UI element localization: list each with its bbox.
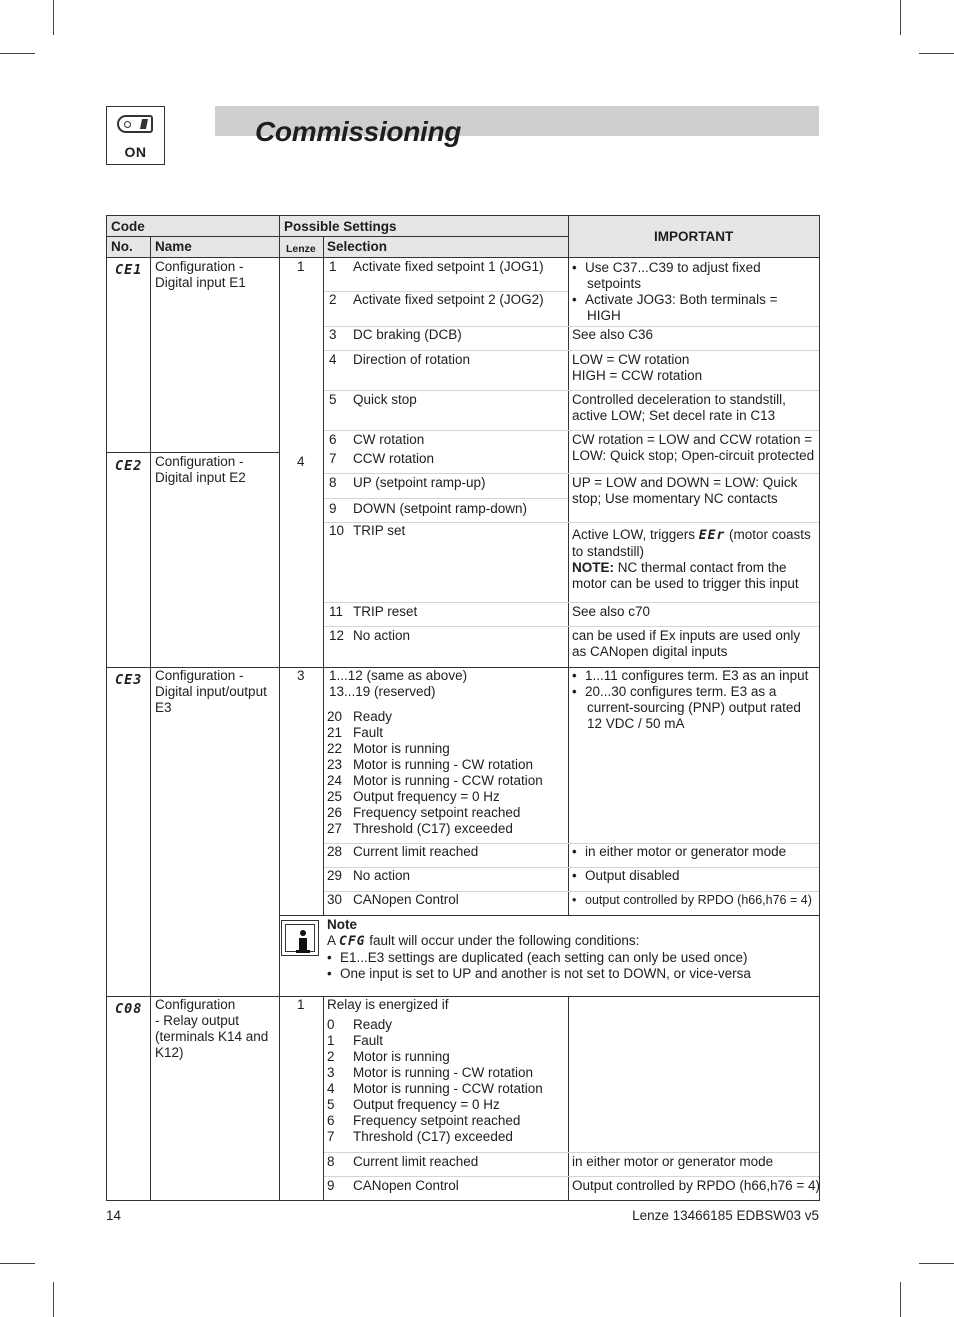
selection-item: 3 DC braking (DCB) [329,327,462,342]
crop-mark [0,53,35,54]
col-divider [323,237,324,915]
important-trip-reset: See also c70 [572,604,651,619]
list-item: 26 Frequency setpoint reached [327,805,521,820]
default-ce1: 1 [297,259,305,274]
code-ce3: CE3 [115,672,143,688]
important-jog: • Use C37...C39 to adjust fixed setpoints • Activate JOG3: Both terminals = HIGH [572,260,777,324]
selection-ce3-range: 1...12 (same as above) 13...19 (reserved) [329,668,468,699]
selection-item: 1 Activate fixed setpoint 1 (JOG1) [329,259,544,274]
section-divider [279,915,819,916]
default-c08: 1 [297,997,305,1012]
crop-mark [53,1282,54,1317]
selection-item: 28 Current limit reached [327,844,479,859]
selection-ce3-outputs [327,709,543,837]
list-item: 1 Fault [327,1033,384,1048]
row-divider [324,350,819,351]
important-direction: LOW = CW rotation HIGH = CCW rotation [572,352,703,383]
page-number: 14 [106,1208,122,1223]
important-ce3-29: • Output disabled [572,868,680,884]
list-item: 20 Ready [327,709,393,724]
selection-item: 12 No action [329,628,411,643]
crop-mark [919,53,954,54]
selection-item: 30 CANopen Control [327,892,459,907]
important-cw-ccw: CW rotation = LOW and CCW rotation = LOW: Quick stop; Open-circuit protected [572,432,815,463]
row-divider [324,390,819,391]
power-switch-icon [106,106,165,165]
selection-item: 4 Direction of rotation [329,352,471,367]
list-item: 24 Motor is running - CCW rotation [327,773,543,788]
list-item: 6 Frequency setpoint reached [327,1113,521,1128]
default-ce3: 3 [297,668,305,683]
selection-item: 7 CCW rotation [329,451,435,466]
list-item: 3 Motor is running - CW rotation [327,1065,534,1080]
name-ce3: Configuration - Digital input/output E3 [155,668,267,715]
selection-c08-heading: Relay is energized if [327,997,449,1012]
crop-mark [0,1263,35,1264]
name-ce1-line2: Digital input E1 [155,275,246,290]
selection-item: 5 Quick stop [329,392,417,407]
list-item: 4 Motor is running - CCW rotation [327,1081,543,1096]
col-divider [279,216,280,1200]
code-ce2: CE2 [115,458,143,474]
section-divider [107,452,279,453]
selection-item: 10 TRIP set [329,523,406,538]
important-ce3: • 1...11 configures term. E3 as an input • 20...30 configures term. E3 as a current-sourcing (PNP) output rated 12 VDC / 50 mA [572,668,808,732]
list-item: 0 Ready [327,1017,393,1032]
important-trip-set: Active LOW, triggers EEr (motor coasts to standstill) NOTE: NC thermal contact from the motor can be used to trigger this input [572,527,811,591]
header-name: Name [155,239,192,254]
selection-item: 11 TRIP reset [329,604,418,619]
col-divider [150,237,151,1200]
important-ce3-28: • in either motor or generator mode [572,844,786,860]
list-item: 22 Motor is running [327,741,450,756]
important-c08-9: Output controlled by RPDO (h66,h76 = 4) [572,1178,821,1193]
header-selection: Selection [327,239,388,254]
header-lenze: Lenze [286,243,316,255]
code-ce1: CE1 [115,262,143,278]
row-divider [324,498,568,499]
parameter-table [106,215,820,1201]
selection-c08-list [327,1017,543,1145]
header-no: No. [111,239,133,254]
col-divider [568,216,569,915]
important-no-action: can be used if Ex inputs are used only as CANopen digital inputs [572,628,801,659]
crop-mark [900,1282,901,1317]
row-divider [324,626,819,627]
crop-mark [900,0,901,35]
code-c08: C08 [115,1001,143,1017]
important-dcb: See also C36 [572,327,654,342]
list-item: 7 Threshold (C17) exceeded [327,1129,513,1144]
name-ce2-line1: Configuration - [155,454,244,469]
name-ce1-line1: Configuration - [155,259,244,274]
important-c08-8: in either motor or generator mode [572,1154,774,1169]
row-divider [324,1176,819,1177]
list-item: 21 Fault [327,725,384,740]
note-block: Note A CFG fault will occur under the following conditions: • E1...E3 settings are duplicated (each setting can only be used once) • One input is set to UP and another is not set to DOWN, or vice-versa [327,917,751,982]
header-code: Code [111,219,145,234]
selection-item: 29 No action [327,868,411,883]
default-ce2: 4 [297,454,305,469]
list-item: 27 Threshold (C17) exceeded [327,821,513,836]
row-divider [324,430,819,431]
important-up-down: UP = LOW and DOWN = LOW: Quick stop; Use momentary NC contacts [572,475,798,506]
selection-item: 9 CANopen Control [327,1178,459,1193]
name-ce2-line2: Digital input E2 [155,470,246,485]
header-divider [107,236,568,237]
selection-item: 8 UP (setpoint ramp-up) [329,475,486,490]
selection-item: 8 Current limit reached [327,1154,479,1169]
row-divider [324,602,819,603]
header-important: IMPORTANT [654,229,734,244]
row-divider [324,473,819,474]
switch-on-label: ON [124,144,147,160]
important-quick-stop: Controlled deceleration to standstill, active LOW; Set decel rate in C13 [572,392,786,423]
selection-item: 2 Activate fixed setpoint 2 (JOG2) [329,292,544,307]
header-possible-settings: Possible Settings [284,219,397,234]
selection-item: 6 CW rotation [329,432,425,447]
row-divider [324,1152,819,1153]
crop-mark [919,1263,954,1264]
header-divider [107,257,819,258]
list-item: 2 Motor is running [327,1049,450,1064]
page-title: Commissioning [255,116,462,147]
col-divider [323,996,324,1200]
name-c08: Configuration - Relay output (terminals K14 and K12) [155,997,269,1060]
list-item: 5 Output frequency = 0 Hz [327,1097,500,1112]
important-ce3-30: • output controlled by RPDO (h66,h76 = 4) [572,892,812,908]
col-divider [568,996,569,1200]
selection-item: 9 DOWN (setpoint ramp-down) [329,501,528,516]
crop-mark [53,0,54,35]
info-icon [281,920,319,956]
list-item: 25 Output frequency = 0 Hz [327,789,500,804]
doc-reference: Lenze 13466185 EDBSW03 v5 [632,1208,819,1223]
list-item: 23 Motor is running - CW rotation [327,757,534,772]
